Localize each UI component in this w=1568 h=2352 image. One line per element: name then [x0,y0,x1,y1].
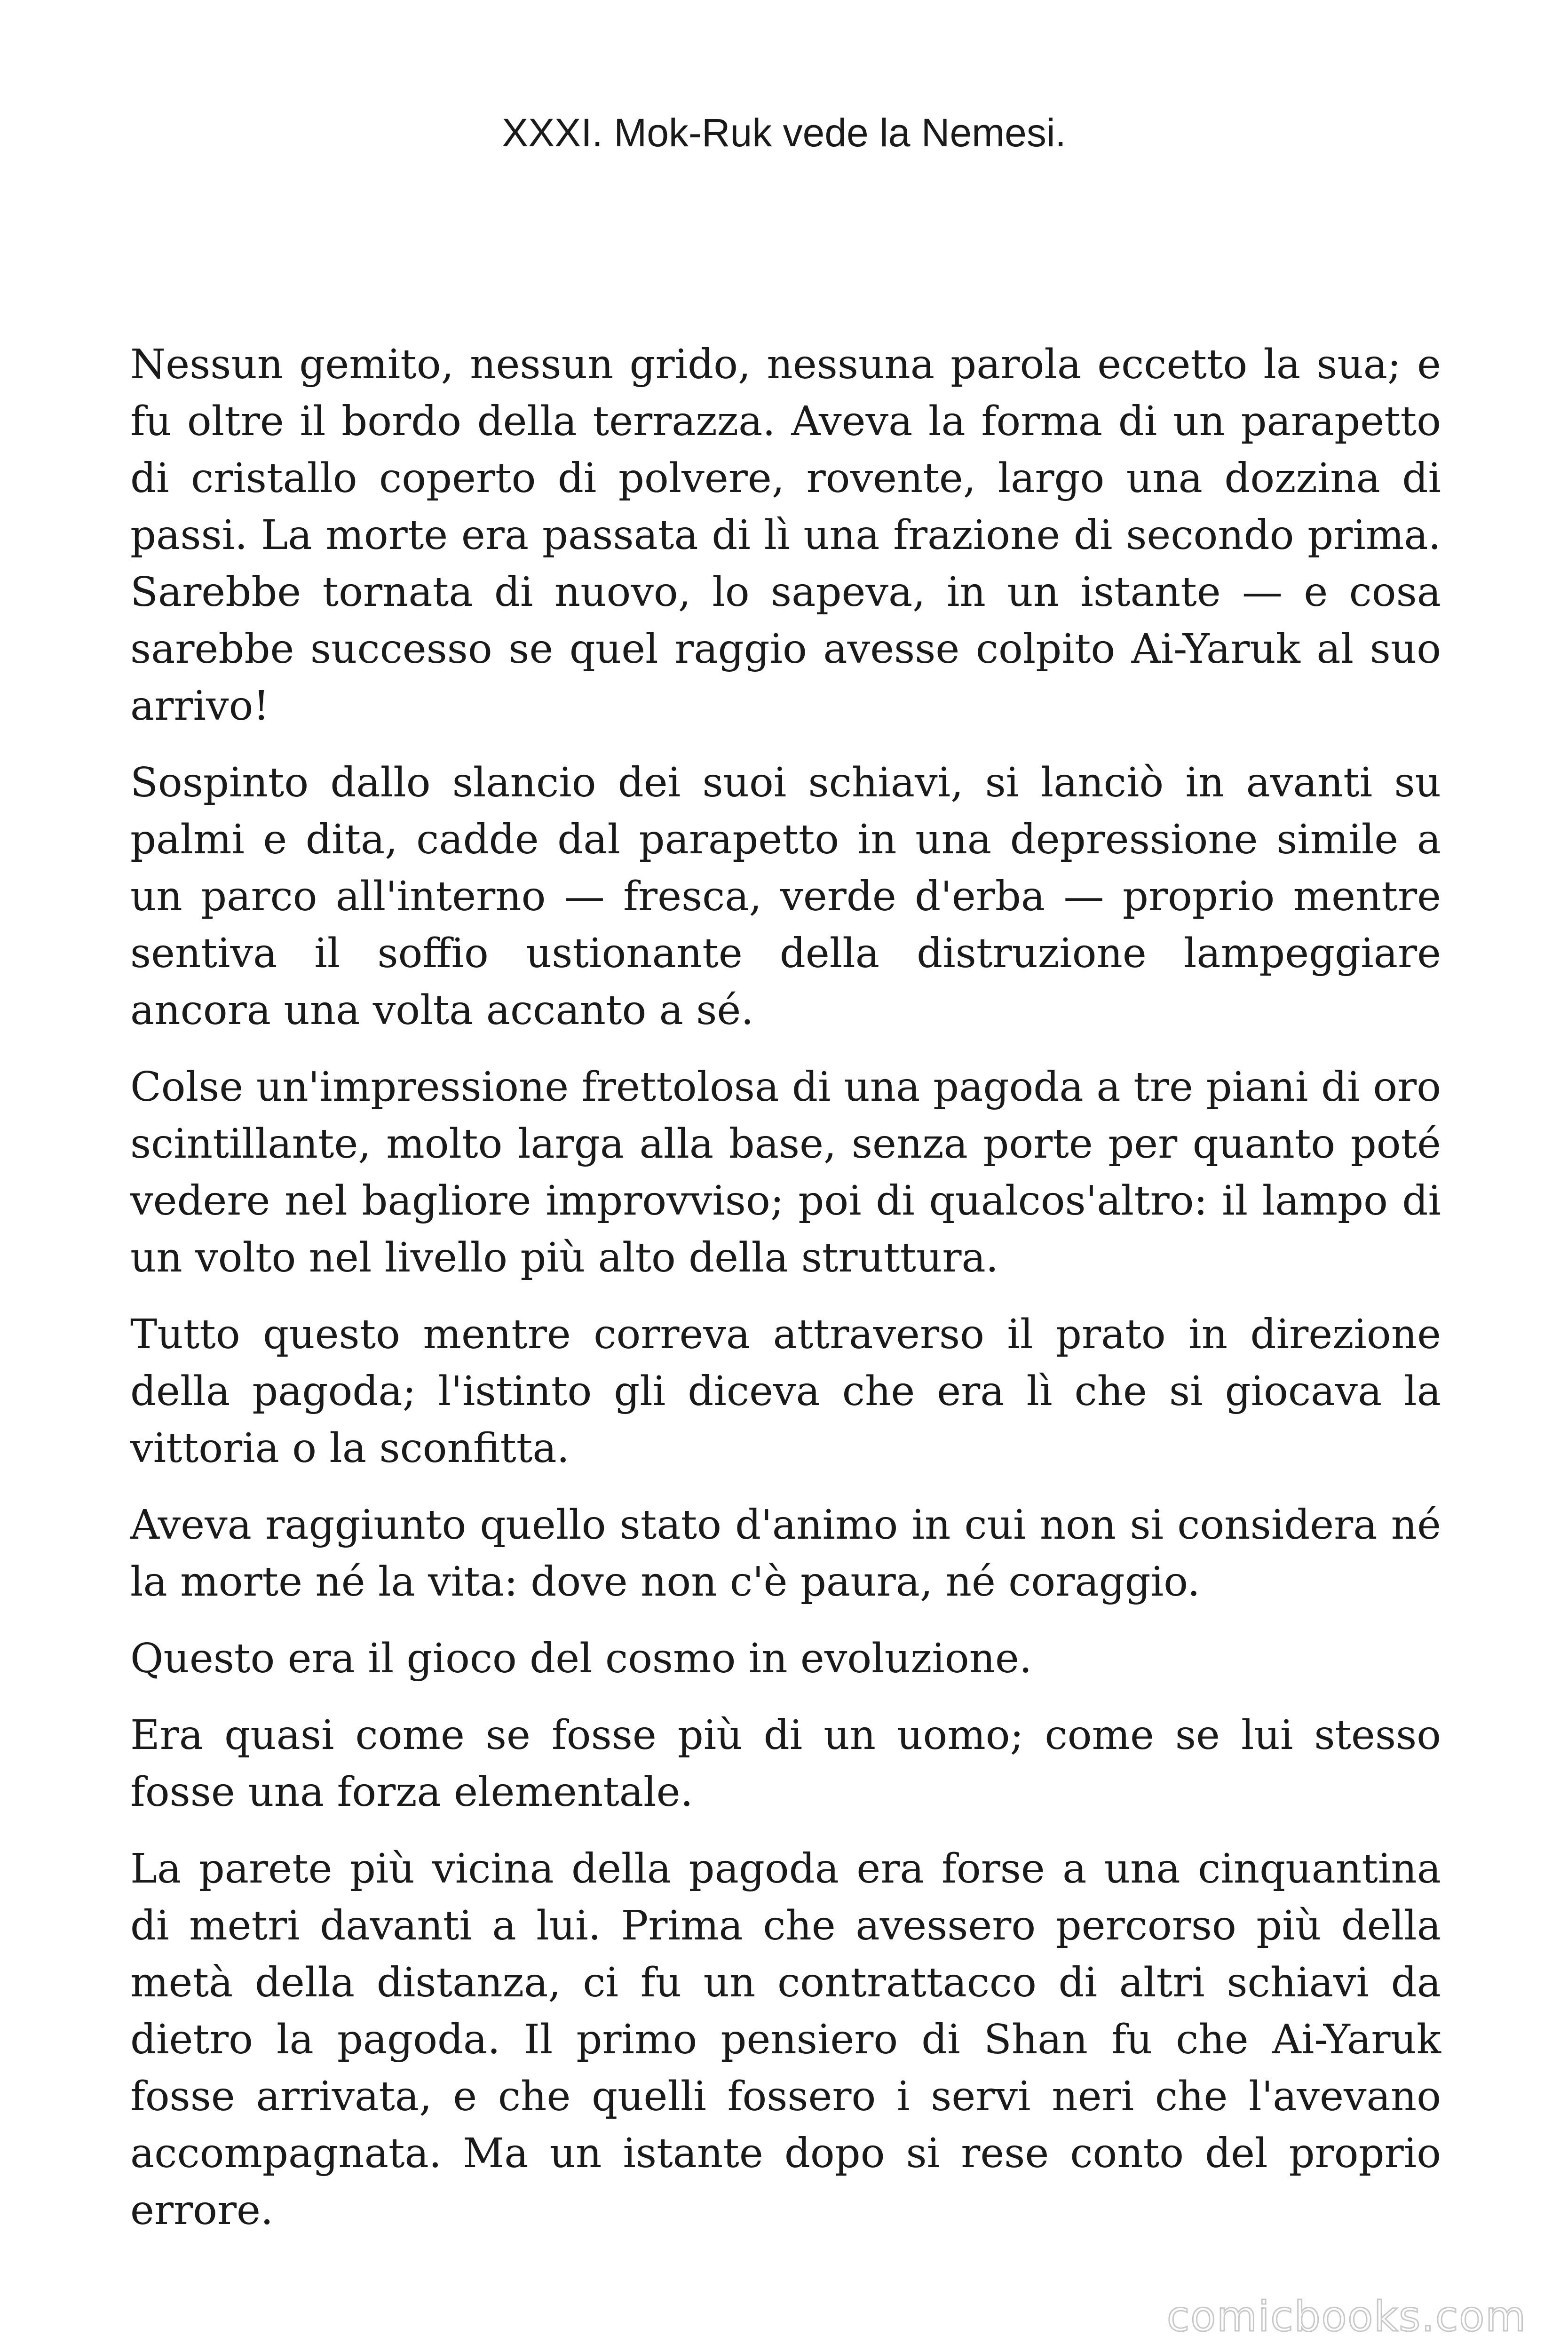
paragraph-4: Tutto questo mentre correva attraverso il prato in direzione della pagoda; l'istinto gli diceva che era lì che si giocava la vittoria o la sconfitta. [130,1311,1441,1472]
paragraph-3: Colse un'impressione frettolosa di una pagoda a tre piani di oro scintillante, molto larga alla base, senza porte per quanto poté vedere nel bagliore improvviso; poi di qualcos'altro: il lampo di un volto nel livello più alto della struttura. [130,1064,1441,1281]
paragraph-8: La parete più vicina della pagoda era forse a una cinquantina di metri davanti a lui. Prima che avessero percorso più della metà della distanza, ci fu un contrattacco di altri schiavi da dietro la pagoda. Il primo pensiero di Shan fu che Ai-Yaruk fosse arrivata, e che quelli fossero i servi neri che l'avevano accompagnata. Ma un istante dopo si rese conto del proprio errore. [130,1845,1441,2234]
paragraph-2: Sospinto dallo slancio dei suoi schiavi, si lanciò in avanti su palmi e dita, cadde dal parapetto in una depressione simile a un parco all'interno — fresca, verde d'erba — proprio mentre sentiva il soffio ustionante della distruzione lampeggiare ancora una volta accanto a sé. [130,759,1441,1034]
watermark: comicbooks.com [1166,2292,1527,2341]
paragraph-6: Questo era il gioco del cosmo in evoluzione. [130,1635,1032,1682]
paragraph-1: Nessun gemito, nessun grido, nessuna parola eccetto la sua; e fu oltre il bordo della terrazza. Aveva la forma di un parapetto di cristallo coperto di polvere, rovente, largo una dozzina di passi. La morte era passata di lì una frazione di secondo prima. Sarebbe tornata di nuovo, lo sapeva, in un istante — e cosa sarebbe successo se quel raggio avesse colpito Ai-Yaruk al suo arrivo! [130,341,1441,730]
chapter-body [130,336,1441,2239]
paragraph-7: Era quasi come se fosse più di un uomo; come se lui stesso fosse una forza elementale. [130,1712,1441,1816]
paragraph-5: Aveva raggiunto quello stato d'animo in cui non si considera né la morte né la vita: dove non c'è paura, né coraggio. [130,1502,1441,1605]
chapter-title: XXXI. Mok-Ruk vede la Nemesi. [502,111,1066,155]
